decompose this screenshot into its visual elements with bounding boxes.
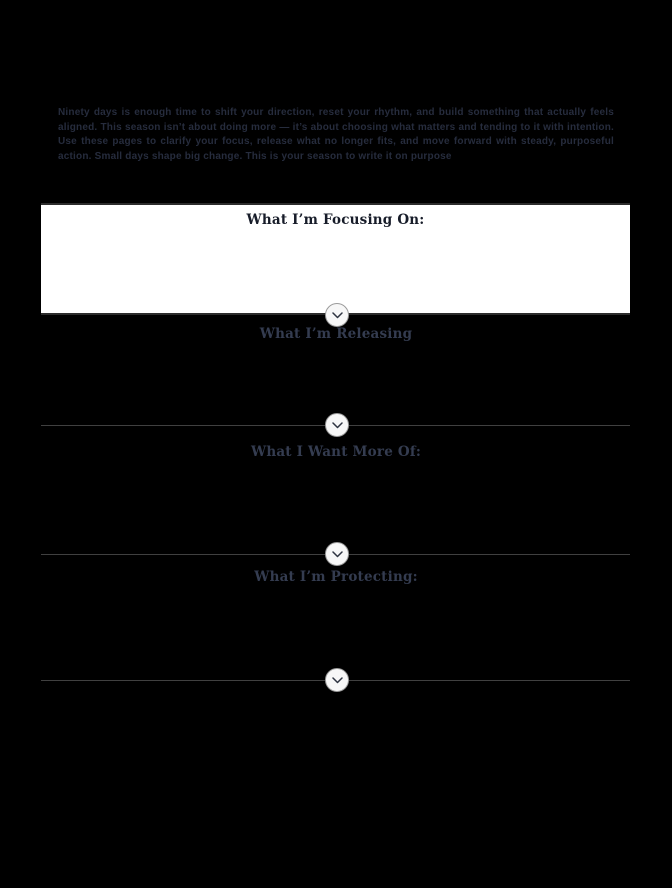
want-more-notes-area (41, 463, 630, 551)
releasing-collapse-button[interactable] (325, 413, 349, 437)
protecting-notes-area (41, 588, 630, 678)
want-more-collapse-button[interactable] (325, 542, 349, 566)
chevron-down-icon (332, 551, 343, 558)
focusing-collapse-button[interactable] (325, 303, 349, 327)
section-title-protecting: What I’m Protecting: (254, 569, 418, 585)
chevron-down-icon (332, 422, 343, 429)
section-title-want-more: What I Want More Of: (250, 444, 422, 460)
section-title-releasing: What I’m Releasing (259, 326, 413, 342)
chevron-down-icon (332, 312, 343, 319)
section-focusing-card (41, 203, 630, 315)
intro-paragraph: Ninety days is enough time to shift your direction, reset your rhythm, and build something that actually feels aligned. This season isn’t about doing more — it’s about choosing what matters and tending to it with intention. Use these pages to clarify your focus, release what no longer fits, and move forward with steady, purposeful action. Small days shape big change. This is your season to write it on purpose (58, 107, 614, 162)
section-title-focusing: What I’m Focusing On: (246, 212, 425, 228)
releasing-notes-area (41, 345, 630, 423)
focusing-notes-area (41, 228, 630, 308)
chevron-down-icon (332, 677, 343, 684)
protecting-collapse-button[interactable] (325, 668, 349, 692)
